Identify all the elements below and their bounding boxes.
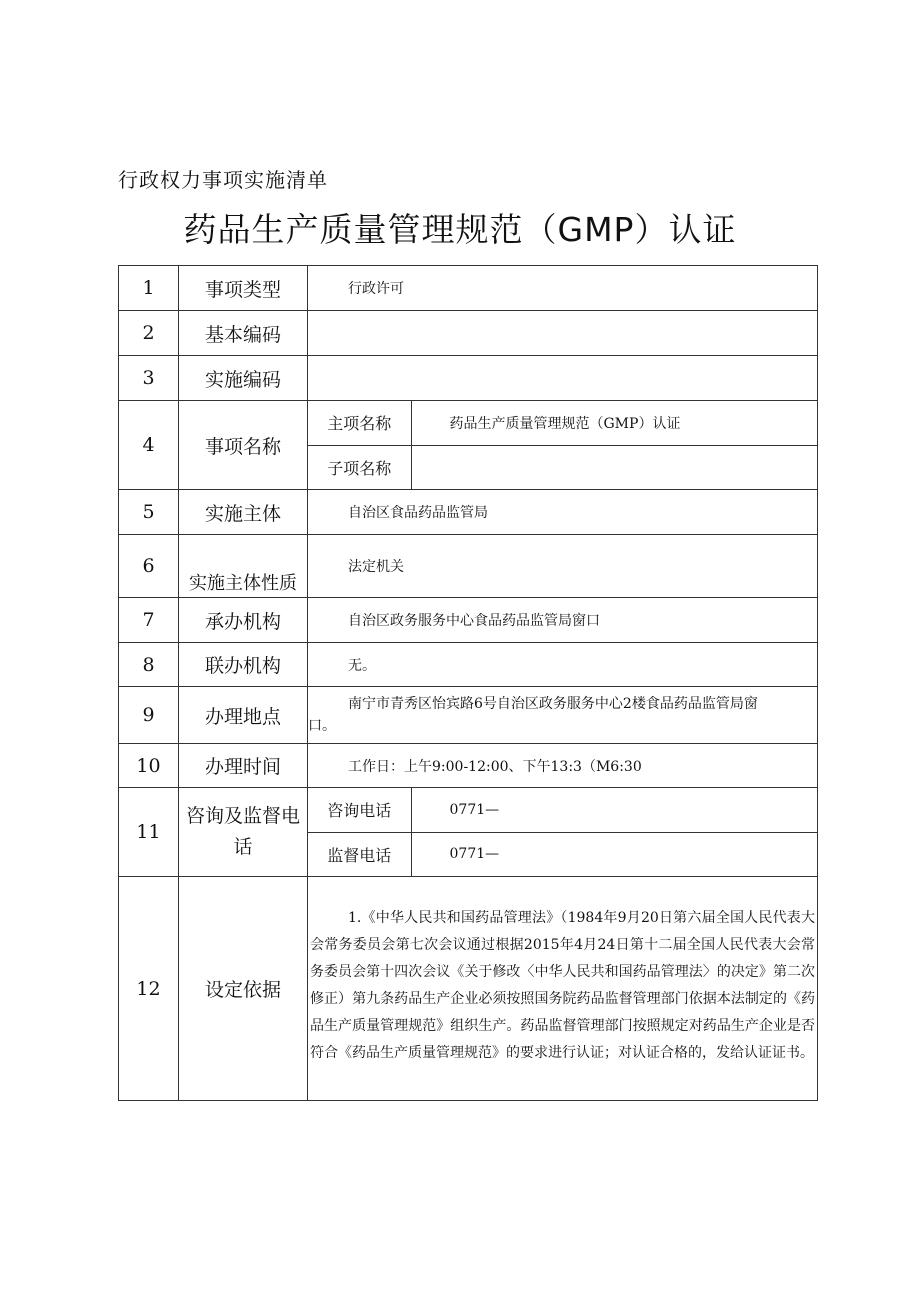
consult-phone-value: 0771— xyxy=(411,788,817,832)
body-nature-value: 法定机关 xyxy=(308,535,818,598)
table-row xyxy=(119,490,818,535)
item-type-value: 行政许可 xyxy=(308,266,818,311)
handling-agency-value: 自治区政务服务中心食品药品监管局窗口 xyxy=(308,598,818,643)
row-number: 3 xyxy=(119,356,179,401)
row-label: 咨询及监督电话 xyxy=(179,788,308,877)
sub-item-value xyxy=(411,445,817,489)
row-label: 事项名称 xyxy=(179,401,308,490)
row-number: 4 xyxy=(119,401,179,490)
legal-basis-value xyxy=(308,877,818,1101)
table-row xyxy=(119,877,818,1101)
row-label: 基本编码 xyxy=(179,311,308,356)
location-value xyxy=(308,687,818,744)
basic-code-value xyxy=(308,311,818,356)
row-number: 5 xyxy=(119,490,179,535)
supervise-phone-label: 监督电话 xyxy=(308,832,411,876)
document-title: 药品生产质量管理规范（GMP）认证 xyxy=(183,210,737,249)
table-row xyxy=(119,744,818,788)
row-label: 实施主体性质 xyxy=(179,535,308,598)
main-item-label: 主项名称 xyxy=(308,401,411,445)
row-number: 1 xyxy=(119,266,179,311)
table-row xyxy=(119,643,818,687)
table-row xyxy=(119,266,818,311)
location-line-2: 口。 xyxy=(308,718,336,734)
location-line-1: 南宁市青秀区怡宾路6号自治区政务服务中心2楼食品药品监管局窗 xyxy=(348,696,758,712)
office-hours-value: 工作日：上午9:00-12:00、下午13:3（M6:30 xyxy=(308,744,818,788)
consult-phone-label: 咨询电话 xyxy=(308,788,411,832)
row-number: 6 xyxy=(119,535,179,598)
supervise-phone-value: 0771— xyxy=(449,846,500,863)
table-row xyxy=(119,598,818,643)
item-name-subtable xyxy=(308,401,817,489)
row-number: 10 xyxy=(119,744,179,788)
row-number: 12 xyxy=(119,877,179,1101)
row-label: 事项类型 xyxy=(179,266,308,311)
row-label: 实施主体 xyxy=(179,490,308,535)
sub-item-label: 子项名称 xyxy=(308,445,411,489)
phone-subtable xyxy=(308,788,817,876)
item-table xyxy=(118,265,818,1101)
table-row xyxy=(119,356,818,401)
implementing-body-value: 自治区食品药品监管局 xyxy=(308,490,818,535)
row-label: 设定依据 xyxy=(179,877,308,1101)
row-number: 8 xyxy=(119,643,179,687)
row-label: 办理时间 xyxy=(179,744,308,788)
implementation-code-value xyxy=(308,356,818,401)
joint-agency-value: 无。 xyxy=(308,643,818,687)
table-row xyxy=(119,535,818,598)
row-label: 联办机构 xyxy=(179,643,308,687)
phone-cell xyxy=(308,788,818,877)
row-label: 承办机构 xyxy=(179,598,308,643)
legal-basis-text: 1.《中华人民共和国药品管理法》（1984年9月20日第六届全国人民代表大会常务委员会第七次会议通过根据2015年4月24日第十二届全国人民代表大会常务委员会第十四次会议《关于修改〈中华人民共和国药品管理法〉的决定》第二次修正）第九条药品生产企业必须按照国务院药品监督管理部门依据本法制定的《药品生产质量管理规范》组织生产。药品监督管理部门按照规定对药品生产企业是否符合《药品生产质量管理规范》的要求进行认证；对认证合格的，发给认证证书。 xyxy=(310,910,815,1061)
row-label: 实施编码 xyxy=(179,356,308,401)
table-row xyxy=(119,311,818,356)
row-number: 11 xyxy=(119,788,179,877)
table-row xyxy=(119,687,818,744)
table-row xyxy=(119,788,818,877)
row-number: 9 xyxy=(119,687,179,744)
table-row xyxy=(119,401,818,490)
row-number: 2 xyxy=(119,311,179,356)
item-name-cell xyxy=(308,401,818,490)
row-label: 办理地点 xyxy=(179,687,308,744)
main-item-value: 药品生产质量管理规范（GMP）认证 xyxy=(411,401,817,445)
row-number: 7 xyxy=(119,598,179,643)
document-subtitle: 行政权力事项实施清单 xyxy=(118,168,328,192)
